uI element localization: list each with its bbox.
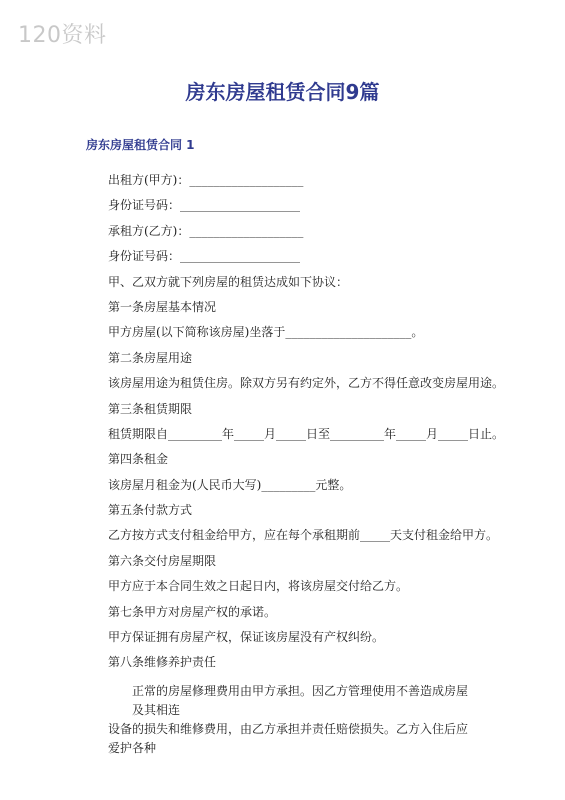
- contract-body: [108, 168, 505, 676]
- clause-6-text: 甲方应于本合同生效之日起日内，将该房屋交付给乙方。: [108, 579, 409, 594]
- clause-3-text: 租赁期限自_________年_____月_____日至_________年_____月_____日止。: [108, 426, 505, 441]
- clause-7-heading: 第七条甲方对房屋产权的承诺。: [108, 604, 277, 619]
- clause-6-heading: 第六条交付房屋期限: [108, 553, 217, 568]
- clause-8-heading: 第八条维修养护责任: [108, 655, 217, 670]
- clause-4-text: 该房屋月租金为(人民币大写)_________元整。: [108, 477, 352, 492]
- line-lessee-id: 身份证号码：____________________: [108, 249, 301, 264]
- clause-7-text: 甲方保证拥有房屋产权，保证该房屋没有产权纠纷。: [108, 630, 385, 645]
- line-agreement-intro: 甲、乙双方就下列房屋的租赁达成如下协议：: [108, 274, 349, 289]
- paragraph-line: 设备的损失和维修费用，由乙方承担并责任赔偿损失。乙方入住后应爱护各种: [108, 722, 469, 755]
- clause-2-heading: 第二条房屋用途: [108, 350, 193, 365]
- watermark: 120资料: [18, 23, 107, 48]
- document-title: 房东房屋租赁合同9篇: [185, 80, 380, 104]
- line-lessor-id: 身份证号码：____________________: [108, 198, 301, 213]
- clause-1-text: 甲方房屋(以下简称该房屋)坐落于_____________________。: [108, 325, 424, 340]
- clause-2-text: 该房屋用途为租赁住房。除双方另有约定外，乙方不得任意改变房屋用途。: [108, 376, 505, 391]
- clause-4-heading: 第四条租金: [108, 452, 169, 467]
- paragraph-line: 正常的房屋修理费用由甲方承担。因乙方管理使用不善造成房屋及其相连: [132, 684, 469, 717]
- section-heading: 房东房屋租赁合同 1: [86, 138, 195, 152]
- clause-5-text: 乙方按方式支付租金给甲方，应在每个承租期前_____天支付租金给甲方。: [108, 528, 499, 543]
- clause-5-heading: 第五条付款方式: [108, 503, 193, 518]
- line-lessor: 出租方(甲方)：___________________: [108, 173, 304, 187]
- line-lessee: 承租方(乙方)：___________________: [108, 223, 304, 238]
- clause-3-heading: 第三条租赁期限: [108, 401, 193, 416]
- clause-8-paragraph: [108, 682, 478, 758]
- clause-1-heading: 第一条房屋基本情况: [108, 299, 217, 314]
